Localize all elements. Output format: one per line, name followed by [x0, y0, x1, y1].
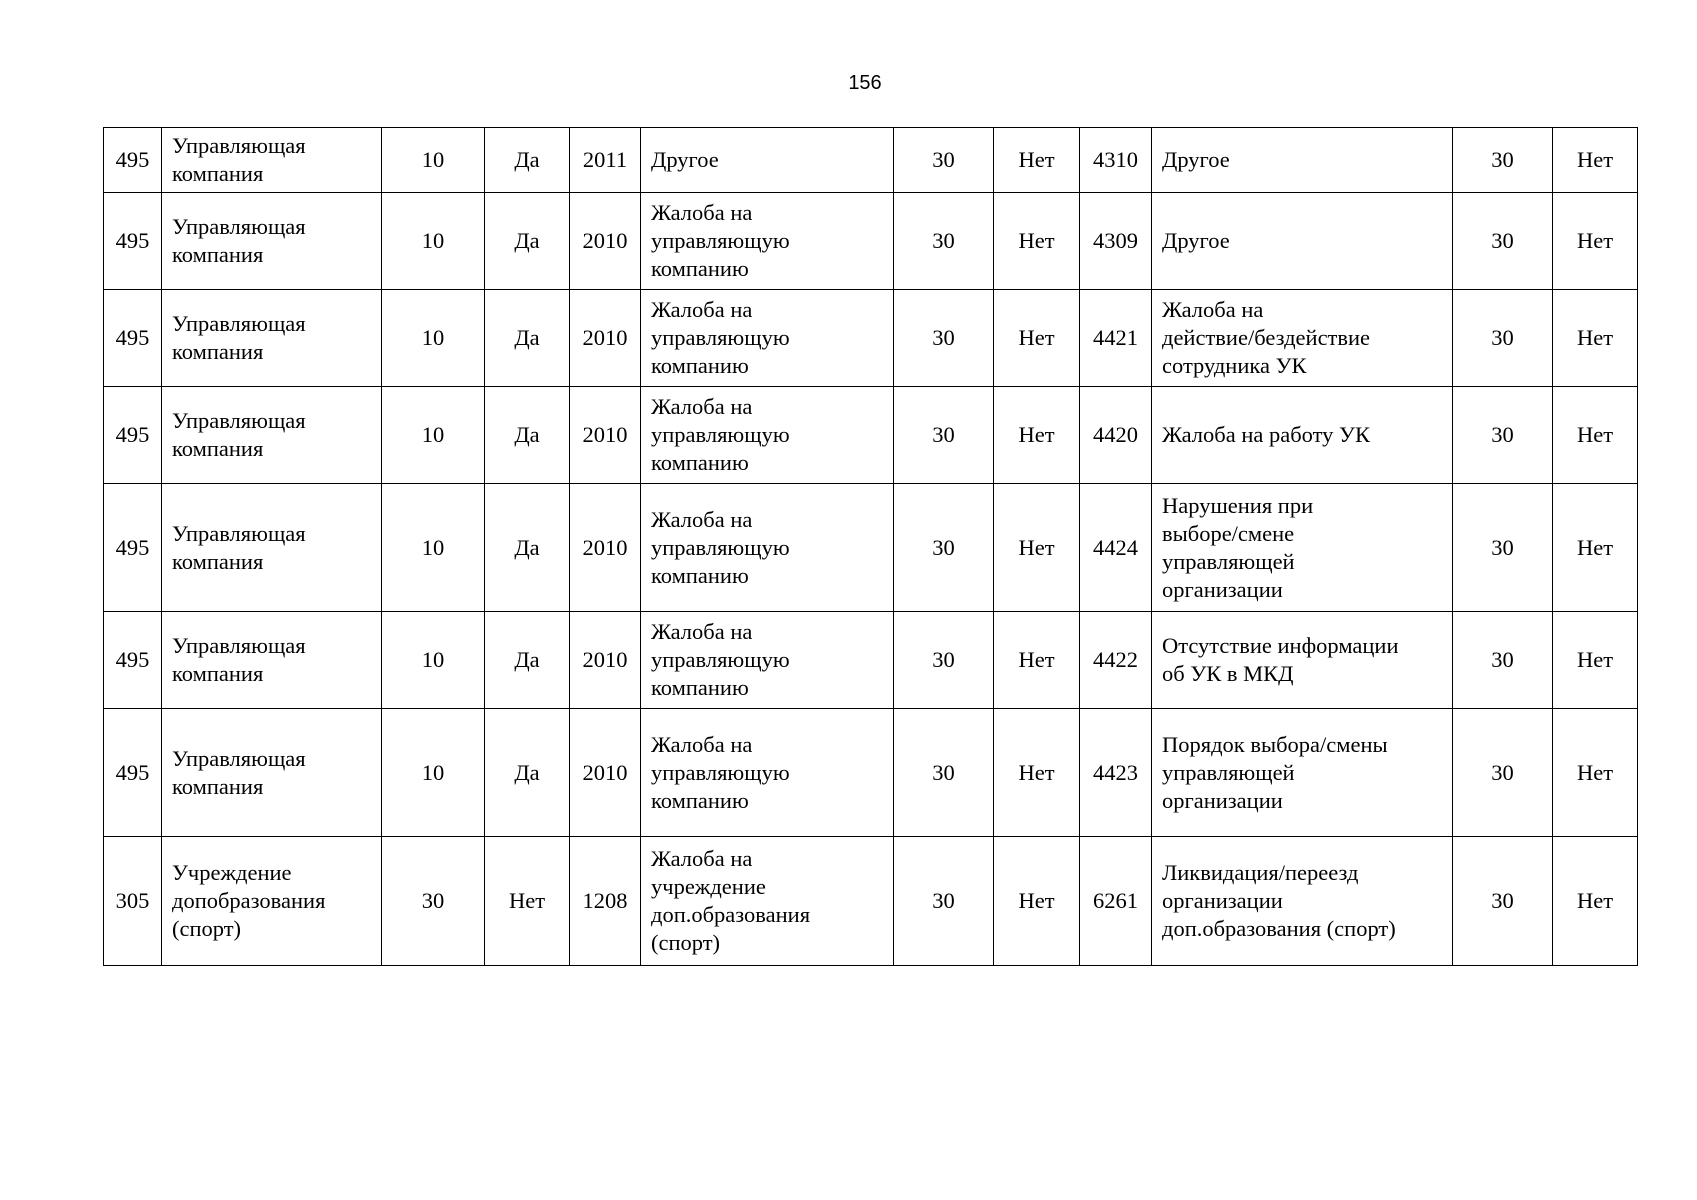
table-cell: 10 [382, 193, 485, 290]
table-cell: 30 [1453, 193, 1553, 290]
table-cell: Управляющая компания [162, 193, 382, 290]
table-cell: Нет [994, 128, 1080, 193]
table-cell: Нет [994, 290, 1080, 387]
table-cell: Другое [1152, 128, 1453, 193]
table-cell: 4310 [1080, 128, 1152, 193]
table-cell: 10 [382, 290, 485, 387]
table-cell: Нет [1553, 193, 1638, 290]
table-cell: 30 [894, 193, 994, 290]
table-cell: 495 [104, 193, 162, 290]
table-cell: 30 [894, 484, 994, 612]
table-cell: Жалоба на работу УК [1152, 387, 1453, 484]
table-cell: Жалоба на управляющую компанию [641, 484, 894, 612]
table-row [104, 837, 1638, 966]
table-cell: Управляющая компания [162, 290, 382, 387]
table-cell: Нет [1553, 709, 1638, 837]
table-cell: 4420 [1080, 387, 1152, 484]
table-cell: Другое [1152, 193, 1453, 290]
table-cell: 30 [1453, 837, 1553, 966]
table-cell: Другое [641, 128, 894, 193]
table-cell: 10 [382, 484, 485, 612]
table-cell: Да [485, 484, 570, 612]
data-table [103, 127, 1638, 966]
table-cell: Учреждение допобразования (спорт) [162, 837, 382, 966]
table-cell: 30 [1453, 612, 1553, 709]
table-cell: 4423 [1080, 709, 1152, 837]
table-cell: 2010 [570, 709, 641, 837]
table-cell: Управляющая компания [162, 612, 382, 709]
table-cell: Управляющая компания [162, 484, 382, 612]
table-cell: 4309 [1080, 193, 1152, 290]
table-cell: Управляющая компания [162, 709, 382, 837]
table-cell: Нет [1553, 387, 1638, 484]
table-cell: 30 [1453, 387, 1553, 484]
table-cell: 10 [382, 709, 485, 837]
table-cell: 30 [894, 612, 994, 709]
table-cell: 4421 [1080, 290, 1152, 387]
table-cell: 30 [1453, 484, 1553, 612]
table-cell: 30 [894, 837, 994, 966]
table-cell: Нет [994, 837, 1080, 966]
table-row [104, 128, 1638, 193]
table-cell: 2010 [570, 484, 641, 612]
table-cell: Управляющая компания [162, 128, 382, 193]
table-cell: 495 [104, 387, 162, 484]
table-cell: Да [485, 128, 570, 193]
table-cell: 30 [1453, 709, 1553, 837]
table-cell: Да [485, 709, 570, 837]
table-cell: 495 [104, 612, 162, 709]
table-cell: 10 [382, 387, 485, 484]
table-cell: 30 [894, 387, 994, 484]
table-cell: Нет [994, 193, 1080, 290]
table-cell: 1208 [570, 837, 641, 966]
table-cell: Нет [1553, 290, 1638, 387]
table-cell: Да [485, 290, 570, 387]
table-cell: 2010 [570, 387, 641, 484]
table-cell: Нет [1553, 837, 1638, 966]
table-cell: 2010 [570, 193, 641, 290]
table-cell: 30 [1453, 128, 1553, 193]
table-cell: Жалоба на управляющую компанию [641, 193, 894, 290]
table-cell: Жалоба на управляющую компанию [641, 290, 894, 387]
table-row [104, 612, 1638, 709]
table-row [104, 387, 1638, 484]
table-cell: 30 [894, 709, 994, 837]
table-cell: Управляющая компания [162, 387, 382, 484]
table-cell: Нет [994, 709, 1080, 837]
table-cell: Жалоба на управляющую компанию [641, 387, 894, 484]
table-cell: 495 [104, 484, 162, 612]
table-cell: 4424 [1080, 484, 1152, 612]
table-cell: Жалоба на учреждение доп.образования (спорт) [641, 837, 894, 966]
table-cell: Нет [485, 837, 570, 966]
table-cell: Нет [1553, 128, 1638, 193]
table-cell: Нет [994, 484, 1080, 612]
table-cell: Да [485, 612, 570, 709]
table-row [104, 484, 1638, 612]
table-cell: 495 [104, 128, 162, 193]
table-cell: 10 [382, 612, 485, 709]
table-cell: Да [485, 193, 570, 290]
table-cell: Ликвидация/переезд организации доп.образования (спорт) [1152, 837, 1453, 966]
table-cell: Нет [1553, 484, 1638, 612]
table-cell: Жалоба на действие/бездействие сотрудника УК [1152, 290, 1453, 387]
table-row [104, 709, 1638, 837]
table-cell: Жалоба на управляющую компанию [641, 709, 894, 837]
table-cell: 30 [894, 128, 994, 193]
table-cell: 2010 [570, 290, 641, 387]
table-cell: 495 [104, 709, 162, 837]
table-cell: 6261 [1080, 837, 1152, 966]
table-cell: Нет [994, 387, 1080, 484]
page-number: 156 [848, 72, 882, 94]
table-cell: Нет [1553, 612, 1638, 709]
table-cell: 30 [894, 290, 994, 387]
table-cell: Порядок выбора/смены управляющей организации [1152, 709, 1453, 837]
table-cell: 10 [382, 128, 485, 193]
table-row [104, 290, 1638, 387]
table-cell: 30 [382, 837, 485, 966]
table-cell: Да [485, 387, 570, 484]
table-cell: 305 [104, 837, 162, 966]
table-cell: 495 [104, 290, 162, 387]
table-cell: 2010 [570, 612, 641, 709]
table-cell: Нет [994, 612, 1080, 709]
table-cell: 30 [1453, 290, 1553, 387]
table-cell: 4422 [1080, 612, 1152, 709]
table-row [104, 193, 1638, 290]
table-cell: Жалоба на управляющую компанию [641, 612, 894, 709]
table-cell: 2011 [570, 128, 641, 193]
table-cell: Отсутствие информации об УК в МКД [1152, 612, 1453, 709]
table-cell: Нарушения при выборе/смене управляющей организации [1152, 484, 1453, 612]
